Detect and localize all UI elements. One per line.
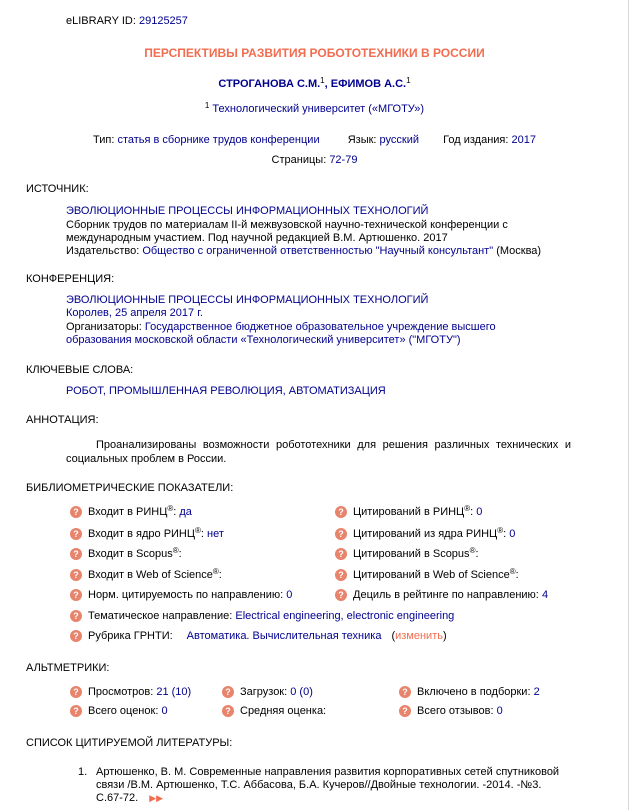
reference-line2: связи /В.М. Артюшенко, Т.С. Аббасова, Б.А. Кучеров//Двойные технологии. -2014. -№3. bbox=[96, 779, 542, 791]
reference-number: 1. bbox=[78, 766, 88, 778]
question-icon[interactable]: ? bbox=[70, 630, 82, 642]
biblio-scopus: ? Входит в Scopus®: bbox=[70, 548, 182, 560]
question-icon[interactable]: ? bbox=[222, 705, 234, 717]
rinc-value: да bbox=[179, 506, 192, 518]
question-icon[interactable]: ? bbox=[335, 548, 347, 560]
question-icon[interactable]: ? bbox=[70, 610, 82, 622]
question-icon[interactable]: ? bbox=[70, 686, 82, 698]
source-desc-line2: международным участием. Под научной редакцией В.М. Артюшенко. 2017 bbox=[66, 232, 448, 244]
biblio-core: ? Входит в ядро РИНЦ®: нет bbox=[70, 528, 224, 540]
publisher-city: (Москва) bbox=[496, 245, 542, 257]
conference-place-date: Королев, 25 апреля 2017 г. bbox=[66, 307, 203, 319]
alt-collections bbox=[399, 686, 540, 698]
elibrary-id-value: 29125257 bbox=[138, 15, 188, 27]
source-title-link[interactable]: ЭВОЛЮЦИОННЫЕ ПРОЦЕССЫ ИНФОРМАЦИОННЫХ ТЕХНОЛОГИЙ bbox=[66, 205, 429, 217]
lang-value: русский bbox=[379, 134, 420, 146]
question-icon[interactable]: ? bbox=[399, 686, 411, 698]
alt-downloads bbox=[222, 686, 313, 698]
decile-label: Дециль в рейтинге по направлению: bbox=[353, 589, 539, 601]
biblio-grnti: ? Рубрика ГРНТИ: Автоматика. Вычислительная техника (изменить) bbox=[70, 630, 447, 642]
biblio-cit-scopus: ? Цитирований в Scopus®: bbox=[335, 548, 479, 560]
cit-core-value: 0 bbox=[509, 528, 516, 540]
biblio-heading: БИБЛИОМЕТРИЧЕСКИЕ ПОКАЗАТЕЛИ: bbox=[26, 482, 234, 494]
reg-mark: ® bbox=[212, 567, 219, 576]
avg-label: Средняя оценка: bbox=[240, 705, 327, 717]
altmetrics-heading: АЛЬТМЕТРИКИ: bbox=[26, 662, 110, 674]
reg-mark: ® bbox=[469, 546, 476, 555]
theme-label: Тематическое направление: bbox=[88, 610, 233, 622]
question-icon[interactable]: ? bbox=[70, 528, 82, 540]
collections-value: 2 bbox=[533, 686, 540, 698]
reg-mark: ® bbox=[172, 546, 179, 555]
core-label: Входит в ядро РИНЦ bbox=[88, 528, 196, 540]
grnti-link[interactable]: Автоматика. Вычислительная техника bbox=[186, 630, 382, 642]
reg-mark: ® bbox=[167, 504, 174, 513]
pages-value: 72-79 bbox=[329, 154, 358, 166]
grnti-label: Рубрика ГРНТИ: bbox=[88, 630, 173, 642]
abstract-heading: АННОТАЦИЯ: bbox=[26, 414, 99, 426]
publisher-label: Издательство: bbox=[66, 245, 140, 257]
views-label: Просмотров: bbox=[88, 686, 154, 698]
question-icon[interactable]: ? bbox=[335, 589, 347, 601]
abstract-line2: социальных проблем в России. bbox=[66, 453, 227, 465]
year-label: Год издания: bbox=[443, 134, 509, 146]
reg-mark: ® bbox=[195, 526, 201, 535]
page-title: ПЕРСПЕКТИВЫ РАЗВИТИЯ РОБОТОТЕХНИКИ В РОССИИ bbox=[144, 46, 485, 60]
author-sup-1: 1 bbox=[320, 76, 325, 85]
keyword-link[interactable]: АВТОМАТИЗАЦИЯ bbox=[288, 385, 386, 397]
biblio-rinc: ? Входит в РИНЦ®: да bbox=[70, 506, 192, 518]
reference-line3-text: С.67-72. bbox=[96, 792, 139, 804]
norm-value: 0 bbox=[286, 589, 293, 601]
author-sup-2: 1 bbox=[406, 76, 411, 85]
alt-reviews bbox=[399, 705, 503, 717]
biblio-cit-wos: ? Цитирований в Web of Science®: bbox=[335, 569, 519, 581]
type-value: статья в сборнике трудов конференции bbox=[117, 134, 320, 146]
authors: СТРОГАНОВА С.М.$^1$, ЕФИМОВ А.С.$^1$ bbox=[218, 76, 411, 90]
biblio-norm bbox=[70, 589, 292, 601]
biblio-decile bbox=[335, 589, 548, 601]
reviews-value: 0 bbox=[496, 705, 503, 717]
core-value: нет bbox=[207, 528, 224, 540]
organizers-label: Организаторы: bbox=[66, 321, 142, 333]
question-icon[interactable]: ? bbox=[70, 705, 82, 717]
question-icon[interactable]: ? bbox=[335, 506, 347, 518]
alt-ratings bbox=[70, 705, 168, 717]
affiliation-link[interactable]: Технологический университет («МГОТУ») bbox=[212, 103, 425, 115]
affiliation bbox=[0, 103, 629, 115]
reg-mark: ® bbox=[464, 504, 471, 513]
cit-wos-label: Цитирований в Web of Science bbox=[353, 569, 510, 581]
source-publisher bbox=[66, 245, 541, 257]
meta-line bbox=[0, 134, 629, 146]
cit-core-label: Цитирований из ядра РИНЦ bbox=[353, 528, 498, 540]
reg-mark: ® bbox=[509, 567, 516, 576]
reg-mark: ® bbox=[497, 526, 504, 535]
elibrary-id-label: eLIBRARY ID: bbox=[66, 15, 136, 27]
question-icon[interactable]: ? bbox=[70, 548, 82, 560]
organizer-link-line2[interactable]: образования московской области «Технологический университет» ("МГОТУ") bbox=[66, 334, 461, 346]
views-value: 21 (10) bbox=[156, 686, 192, 698]
forward-icon[interactable]: ▶▶ bbox=[149, 793, 164, 803]
reference-line3 bbox=[96, 792, 163, 804]
question-icon[interactable]: ? bbox=[70, 589, 82, 601]
affiliation-sup: 1 bbox=[204, 101, 210, 110]
cit-rinc-value: 0 bbox=[476, 506, 483, 518]
downloads-value: 0 (0) bbox=[290, 686, 313, 698]
collections-label: Включено в подборки: bbox=[417, 686, 531, 698]
pages-label: Страницы: bbox=[271, 154, 327, 166]
keywords-heading: КЛЮЧЕВЫЕ СЛОВА: bbox=[26, 364, 134, 376]
alt-views bbox=[70, 686, 191, 698]
alt-avg bbox=[222, 705, 326, 717]
ratings-label: Всего оценок: bbox=[88, 705, 159, 717]
year-value: 2017 bbox=[511, 134, 536, 146]
reference-line1: Артюшенко, В. М. Современные направления развития корпоративных сетей спутниковой bbox=[96, 766, 560, 778]
question-icon[interactable]: ? bbox=[335, 528, 347, 540]
conference-heading: КОНФЕРЕНЦИЯ: bbox=[26, 273, 115, 285]
keywords-list: РОБОТ, ПРОМЫШЛЕННАЯ РЕВОЛЮЦИЯ, АВТОМАТИЗАЦИЯ bbox=[66, 385, 386, 397]
rinc-label: Входит в РИНЦ bbox=[88, 506, 168, 518]
type-label: Тип: bbox=[92, 134, 115, 146]
cit-scopus-label: Цитирований в Scopus bbox=[353, 548, 470, 560]
scopus-label: Входит в Scopus bbox=[88, 548, 173, 560]
biblio-cit-core: ? Цитирований из ядра РИНЦ®: 0 bbox=[335, 528, 515, 540]
biblio-cit-rinc: ? Цитирований в РИНЦ®: 0 bbox=[335, 506, 482, 518]
source-desc-line1: Сборник трудов по материалам II-й межвузовской научно-технической конференции с bbox=[66, 219, 508, 231]
question-icon[interactable]: ? bbox=[70, 506, 82, 518]
biblio-wos: ? Входит в Web of Science®: bbox=[70, 569, 222, 581]
references-heading: СПИСОК ЦИТИРУЕМОЙ ЛИТЕРАТУРЫ: bbox=[26, 737, 233, 749]
question-icon[interactable]: ? bbox=[335, 569, 347, 581]
reviews-label: Всего отзывов: bbox=[417, 705, 494, 717]
conference-title-link[interactable]: ЭВОЛЮЦИОННЫЕ ПРОЦЕССЫ ИНФОРМАЦИОННЫХ ТЕХНОЛОГИЙ bbox=[66, 294, 429, 306]
author-link-1[interactable]: СТРОГАНОВА С.М. bbox=[218, 78, 321, 90]
biblio-theme bbox=[70, 610, 454, 622]
cit-rinc-label: Цитирований в РИНЦ bbox=[353, 506, 465, 518]
abstract-line1: Проанализированы возможности робототехники для решения различных технических и bbox=[96, 439, 571, 451]
ratings-value: 0 bbox=[161, 705, 168, 717]
grnti-change-link[interactable]: изменить bbox=[395, 630, 443, 642]
keyword-link[interactable]: ПРОМЫШЛЕННАЯ РЕВОЛЮЦИЯ bbox=[108, 385, 283, 397]
question-icon[interactable]: ? bbox=[399, 705, 411, 717]
publisher-link[interactable]: Общество с ограниченной ответственностью "Научный консультант" bbox=[142, 245, 494, 257]
author-link-2[interactable]: ЕФИМОВ А.С. bbox=[330, 78, 407, 90]
elibrary-id bbox=[66, 15, 188, 27]
theme-link[interactable]: Electrical engineering, electronic engineering bbox=[235, 610, 455, 622]
downloads-label: Загрузок: bbox=[240, 686, 288, 698]
norm-label: Норм. цитируемость по направлению: bbox=[88, 589, 284, 601]
conference-organizers bbox=[66, 321, 496, 333]
keyword-link[interactable]: РОБОТ bbox=[66, 385, 103, 397]
pages-line bbox=[0, 154, 629, 166]
question-icon[interactable]: ? bbox=[222, 686, 234, 698]
lang-label: Язык: bbox=[347, 134, 377, 146]
source-heading: ИСТОЧНИК: bbox=[26, 183, 89, 195]
decile-value: 4 bbox=[541, 589, 549, 601]
organizer-link-line1[interactable]: Государственное бюджетное образовательное учреждение высшего bbox=[144, 321, 496, 333]
question-icon[interactable]: ? bbox=[70, 569, 82, 581]
wos-label: Входит в Web of Science bbox=[88, 569, 213, 581]
